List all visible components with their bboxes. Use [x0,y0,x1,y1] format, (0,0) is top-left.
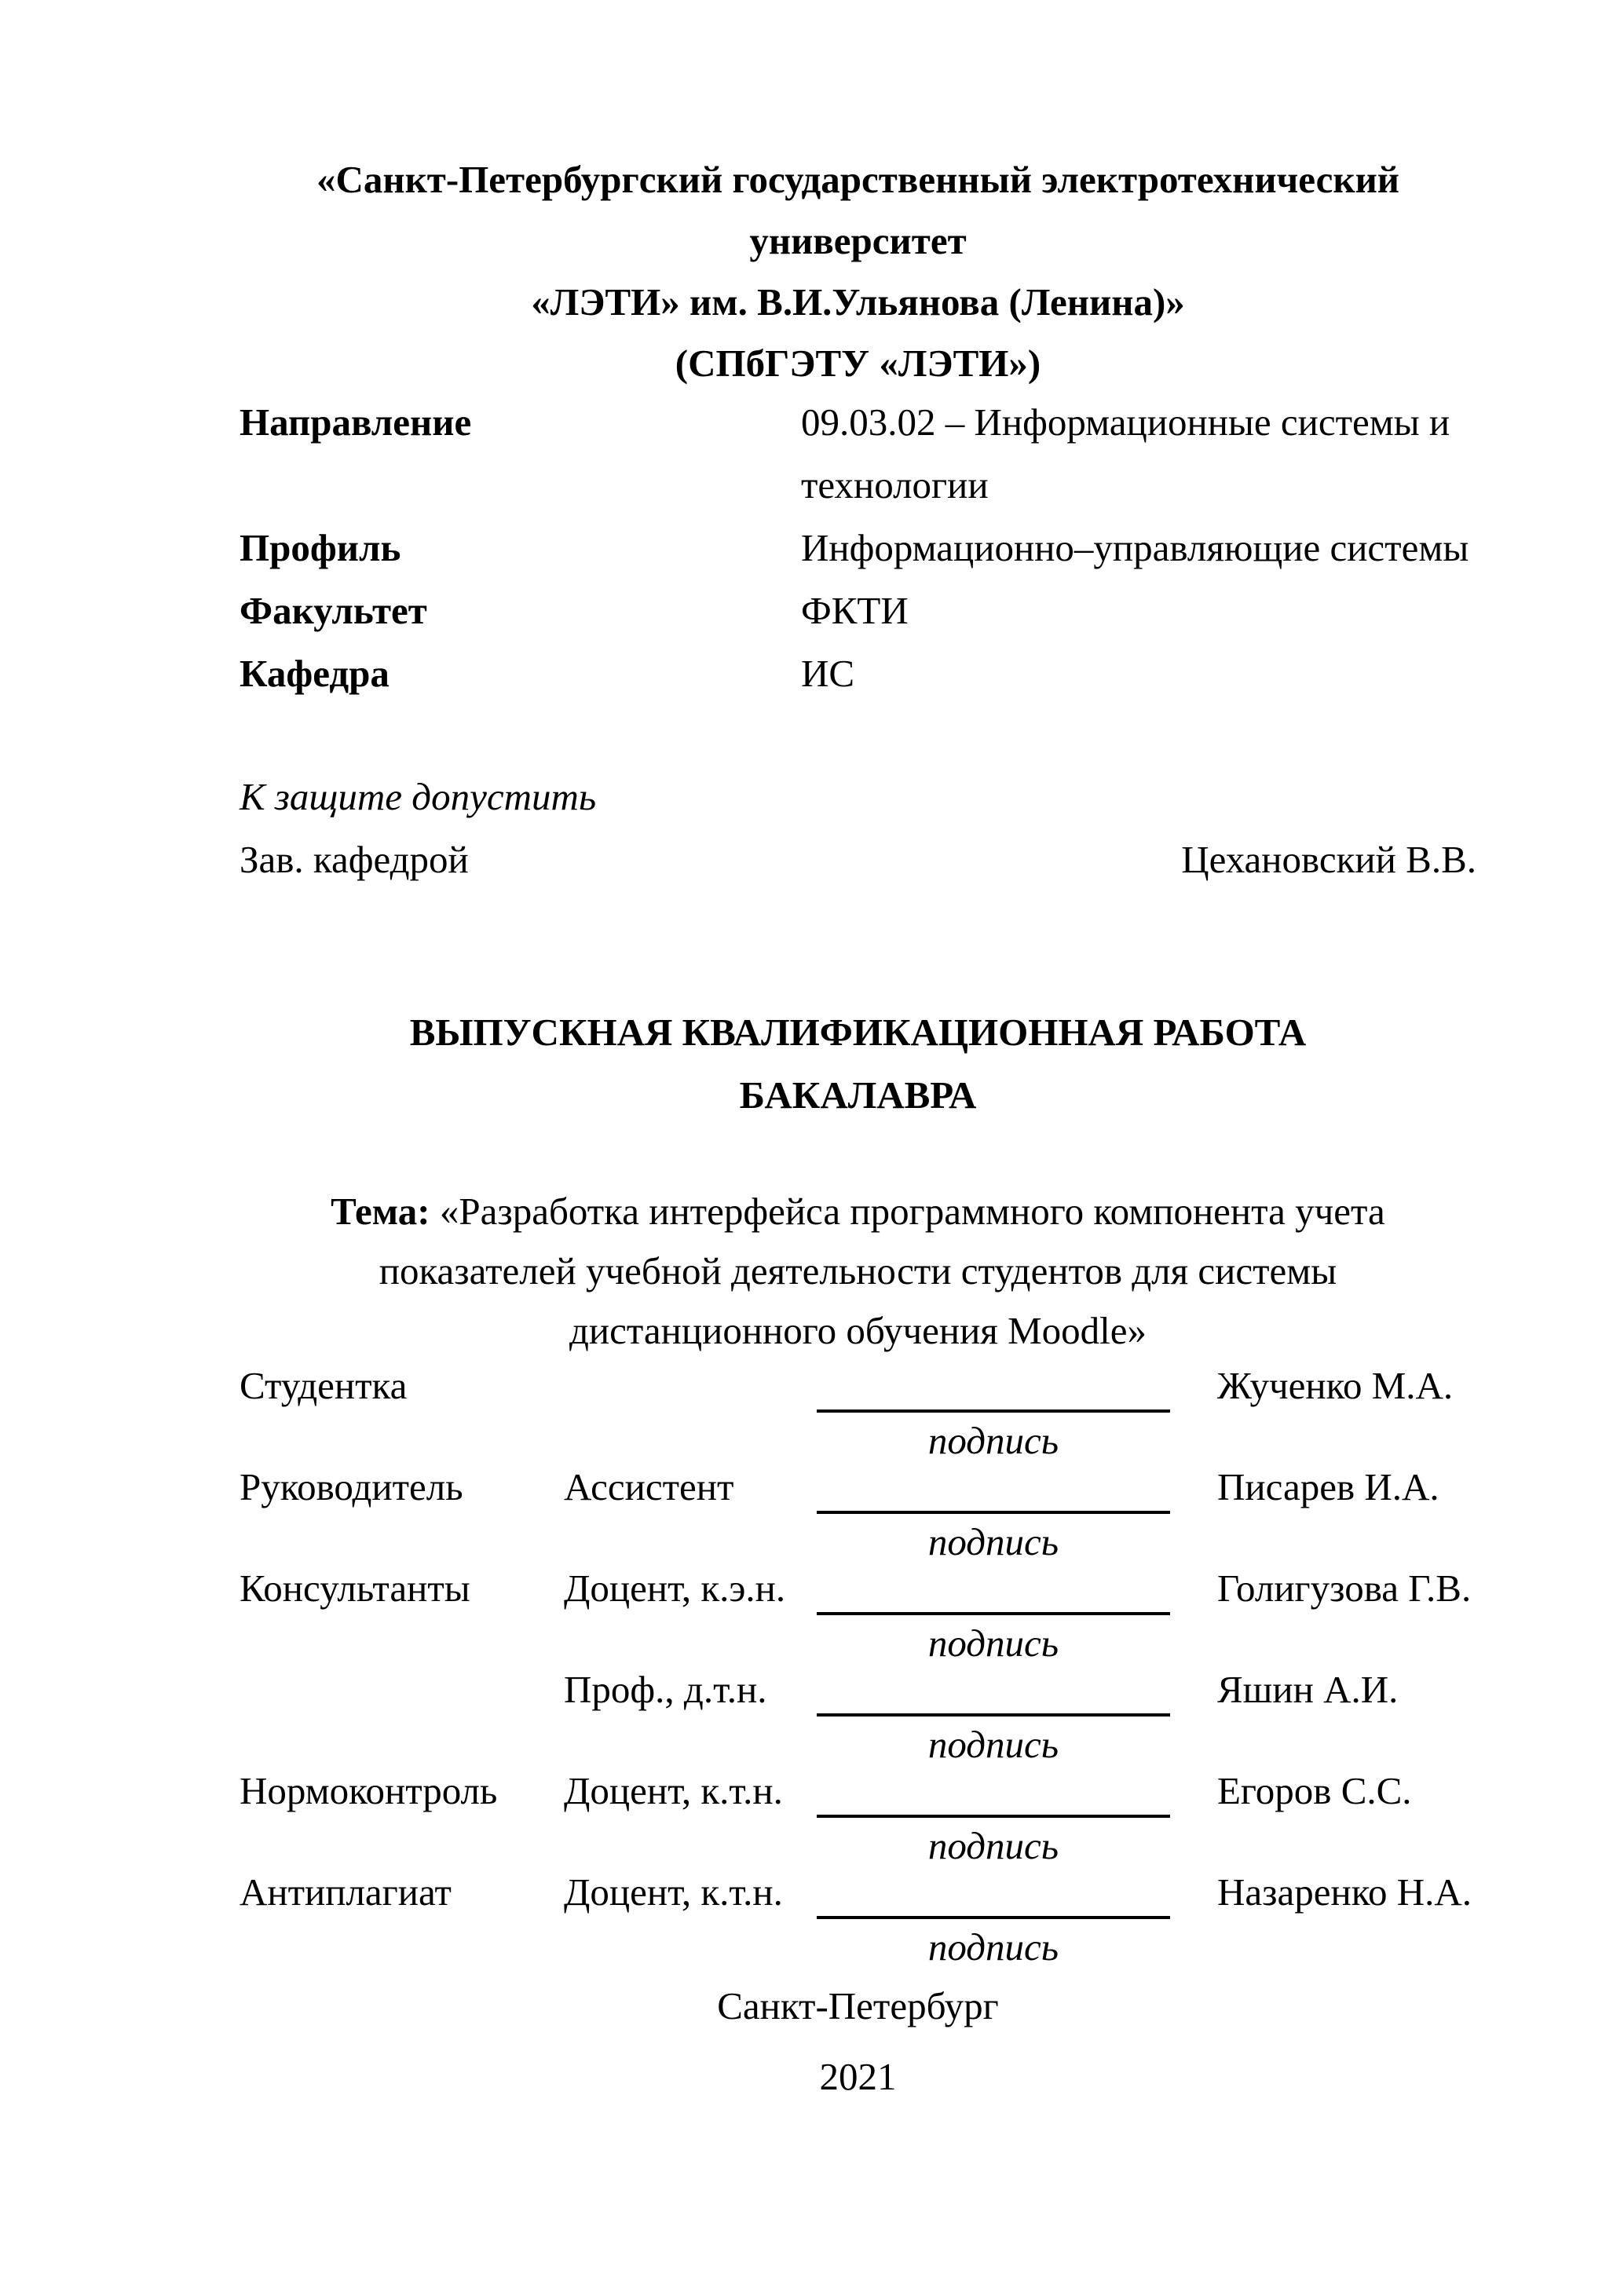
work-title-line: БАКАЛАВРА [739,1073,977,1117]
signature-line [817,1570,1170,1615]
sig-rank: Доцент, к.э.н. [564,1567,786,1610]
sig-role: Антиплагиат [240,1870,452,1914]
meta-row-department [240,642,1476,705]
university-header-line: университет [749,219,967,262]
university-header-line: (СПбГЭТУ «ЛЭТИ») [675,342,1041,385]
signature-row-normcontrol [240,1768,1476,1869]
meta-value-profile: Информационно–управляющие системы [801,526,1469,569]
city-year-footer [240,1971,1476,2112]
signature-row-consultant-2 [240,1666,1476,1768]
signature-caption: подпись [927,1824,1059,1867]
signature-line [817,1671,1170,1717]
admit-to-defense-text: К защите допустить [240,775,597,818]
university-header-line: «ЛЭТИ» им. В.И.Ульянова (Ленина)» [531,280,1185,324]
approval-block [240,766,1476,891]
meta-label-profile: Профиль [240,526,401,569]
sig-name: Писарев И.А. [1217,1465,1439,1508]
theme-label: Тема: [331,1190,430,1233]
meta-label-direction: Направление [240,400,472,444]
signature-line [817,1367,1170,1413]
sig-name: Яшин А.И. [1217,1668,1399,1711]
sig-name: Голигузова Г.В. [1217,1567,1472,1610]
dept-head-name: Цехановский В.В. [1181,838,1476,881]
sig-role: Руководитель [240,1465,463,1508]
sig-name: Назаренко Н.А. [1217,1870,1472,1914]
signature-row-supervisor [240,1464,1476,1565]
dept-head-label: Зав. кафедрой [240,838,469,881]
meta-value-direction: 09.03.02 – Информационные системы и технологии [801,400,1450,506]
theme-paragraph [324,1182,1392,1361]
dept-head-row [240,828,1476,891]
theme-block [240,1182,1476,1361]
sig-role: Консультанты [240,1567,470,1610]
sig-rank: Ассистент [564,1465,734,1508]
sig-name: Егоров С.С. [1217,1769,1412,1812]
meta-value-department: ИС [801,652,855,695]
page-content [240,0,1476,2296]
university-header-line: «Санкт-Петербургский государственный электротехнический [316,158,1400,201]
work-title-line: ВЫПУСКНАЯ КВАЛИФИКАЦИОННАЯ РАБОТА [409,1011,1307,1054]
sig-role: Нормоконтроль [240,1769,498,1812]
signature-row-student [240,1362,1476,1464]
sig-role: Студентка [240,1364,408,1407]
signature-block [240,1362,1476,1970]
signature-caption: подпись [927,1419,1059,1462]
theme-text: «Разработка интерфейса программного компонента учета показателей учебной деятельности студентов для системы дистанционного обучения Moodle» [379,1190,1385,1352]
work-title [240,1001,1476,1127]
meta-value-faculty: ФКТИ [801,589,909,632]
sig-name: Жученко М.А. [1217,1364,1454,1407]
sig-rank: Доцент, к.т.н. [564,1870,783,1914]
signature-line [817,1772,1170,1818]
meta-label-department: Кафедра [240,652,390,695]
signature-row-consultant-1 [240,1565,1476,1666]
signature-row-antiplagiarism [240,1869,1476,1970]
signature-caption: подпись [927,1723,1059,1766]
footer-year: 2021 [819,2055,897,2098]
signature-line [817,1468,1170,1514]
signature-caption: подпись [927,1925,1059,1969]
meta-row-direction [240,391,1476,517]
signature-caption: подпись [927,1520,1059,1563]
signature-line [817,1874,1170,1919]
meta-row-profile [240,517,1476,579]
sig-rank: Проф., д.т.н. [564,1668,767,1711]
meta-row-faculty [240,579,1476,642]
signature-caption: подпись [927,1621,1059,1665]
sig-rank: Доцент, к.т.н. [564,1769,783,1812]
university-header [240,149,1476,394]
footer-city: Санкт-Петербург [717,1984,999,2027]
meta-label-faculty: Факультет [240,589,427,632]
program-meta [240,391,1476,705]
